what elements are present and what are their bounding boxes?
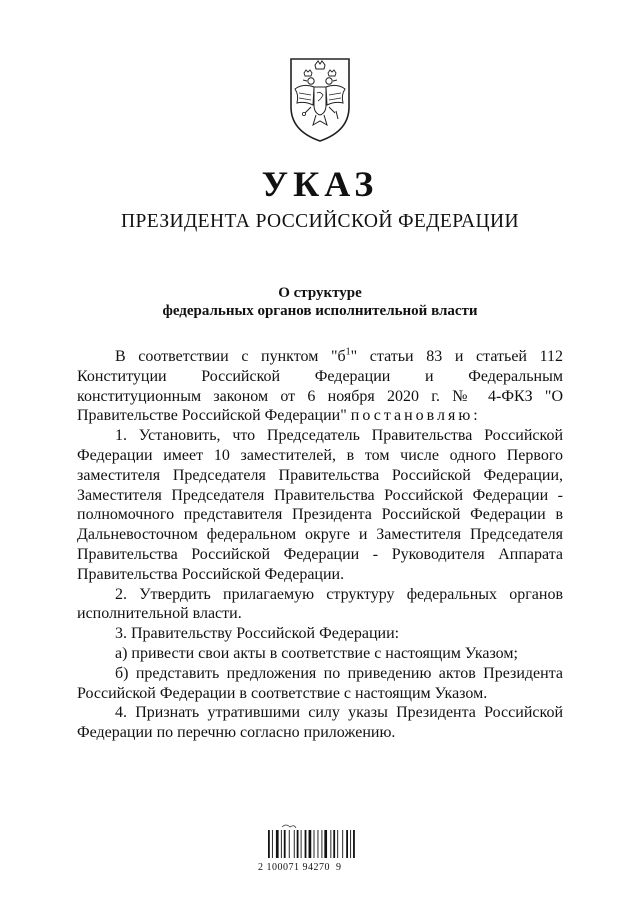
barcode-icon bbox=[264, 822, 376, 882]
barcode-number: 2 100071 94270 9 bbox=[258, 862, 342, 873]
document-body bbox=[77, 347, 563, 743]
item-1: 1. Установить, что Председатель Правительства Российской Федерации имеет 10 заместителей, в том числе одного Первого заместителя Председателя Правительства Российской Федерации, Заместителя Председателя Правительства Российской Федерации - полномочного представителя Президента Российской Федерации в Дальневосточном федеральном округе и Заместителя Председателя Правительства Российской Федерации - Руководителя Аппарата Правительства Российской Федерации. bbox=[77, 427, 563, 583]
item-3: 3. Правительству Российской Федерации: bbox=[115, 625, 400, 643]
preamble-part-2: " статьи 83 и статьей 112 Конституции Российской Федерации и Федеральным конституционным законом от 6 ноября 2020 г. № 4-ФКЗ "О Правительстве Российской Федерации" bbox=[77, 348, 564, 425]
item-4: 4. Признать утратившими силу указы Президента Российской Федерации по перечню согласно приложению. bbox=[77, 704, 563, 742]
item-2: 2. Утвердить прилагаемую структуру федеральных органов исполнительной власти. bbox=[77, 585, 563, 623]
state-emblem-icon bbox=[287, 55, 353, 145]
item-3a: а) привести свои акты в соответствие с настоящим Указом; bbox=[115, 644, 518, 662]
preamble-paragraph bbox=[77, 347, 563, 426]
resolve-word: постановляю: bbox=[350, 407, 481, 425]
preamble-superscript: 1 bbox=[345, 346, 351, 358]
subject-line-2: федеральных органов исполнительной власти bbox=[162, 303, 478, 319]
issuer-heading: ПРЕЗИДЕНТА РОССИЙСКОЙ ФЕДЕРАЦИИ bbox=[121, 211, 519, 232]
document-type-heading: УКАЗ bbox=[261, 164, 379, 204]
preamble-part-1: В соответствии с пунктом "б bbox=[115, 348, 346, 365]
subject-line-1: О структуре bbox=[278, 285, 362, 301]
item-3b: б) представить предложения по приведению актов Президента Российской Федерации в соответствие с настоящим Указом. bbox=[77, 664, 563, 702]
